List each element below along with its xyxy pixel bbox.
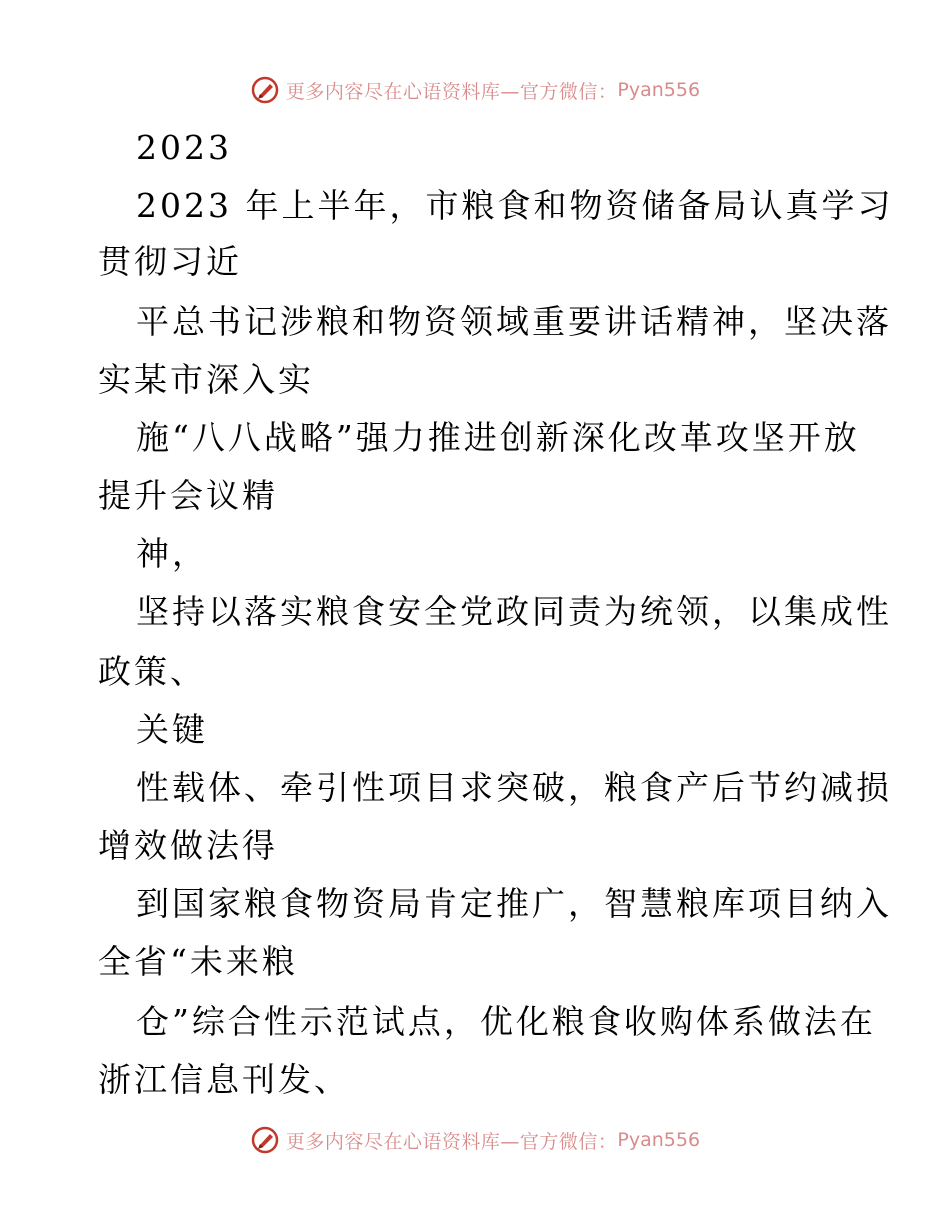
text-line: 到国家粮食物资局肯定推广，智慧粮库项目纳入 — [136, 884, 892, 923]
text-line: 浙江信息刊发、 — [98, 1060, 350, 1099]
text-line: 政策、 — [98, 652, 206, 691]
text-line: 贯彻习近 — [98, 242, 242, 281]
text-line: 2023 年上半年，市粮食和物资储备局认真学习 — [136, 186, 894, 225]
watermark-text: 更多内容尽在心语资料库—官方微信： — [285, 80, 618, 103]
text-line: 关键 — [136, 710, 208, 749]
text-line: 提升会议精 — [98, 476, 278, 515]
text-line: 全省“未来粮 — [98, 942, 298, 981]
text-line: 平总书记涉粮和物资领域重要讲话精神，坚决落 — [136, 302, 892, 341]
watermark-wechat-id: Pyan556 — [617, 1129, 701, 1151]
text-line: 实某市深入实 — [98, 360, 314, 399]
text-line: 增效做法得 — [98, 826, 278, 865]
text-line: 神， — [136, 534, 208, 573]
header-watermark — [0, 72, 950, 108]
footer-watermark — [0, 1122, 950, 1158]
pen-logo-icon — [250, 75, 280, 105]
text-line: 仓”综合性示范试点，优化粮食收购体系做法在 — [136, 1002, 876, 1041]
text-line: 施“八八战略”强力推进创新深化改革攻坚开放 — [136, 418, 860, 457]
pen-logo-icon — [250, 1125, 280, 1155]
text-line: 坚持以落实粮食安全党政同责为统领，以集成性 — [136, 592, 892, 631]
watermark-wechat-id: Pyan556 — [617, 79, 701, 101]
watermark-text: 更多内容尽在心语资料库—官方微信： — [285, 1130, 618, 1153]
text-line: 2023 — [136, 128, 232, 167]
text-line: 性载体、牵引性项目求突破，粮食产后节约减损 — [136, 768, 892, 807]
